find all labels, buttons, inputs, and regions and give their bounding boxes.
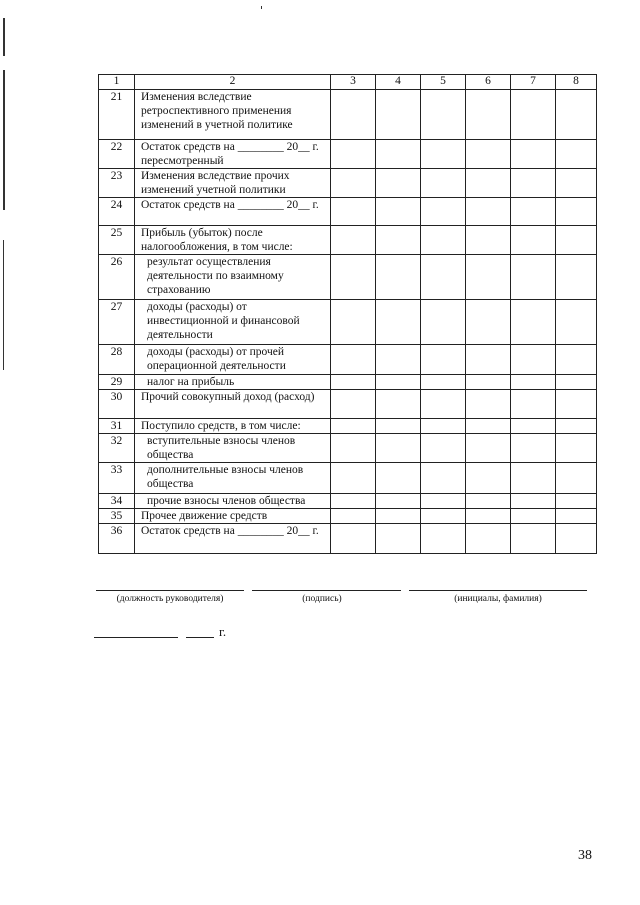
value-cell-col-3[interactable]	[331, 463, 376, 494]
table-row	[99, 90, 597, 140]
table-row	[99, 198, 597, 226]
value-cell-col-4[interactable]	[376, 494, 421, 509]
position-caption: (должность руководителя)	[116, 594, 224, 604]
value-cell-col-6[interactable]	[466, 140, 511, 169]
value-cell-col-3[interactable]	[331, 390, 376, 419]
value-cell-col-8[interactable]	[556, 140, 597, 169]
date-suffix: г.	[219, 624, 227, 639]
value-cell-col-5[interactable]	[421, 509, 466, 524]
row-number: 21	[99, 90, 135, 140]
value-cell-col-4[interactable]	[376, 255, 421, 300]
column-header: 5	[421, 75, 466, 90]
scan-mark-lower	[3, 240, 4, 370]
row-label: Остаток средств на ________ 20__ г. пересмотренный	[135, 140, 331, 169]
value-cell-col-6[interactable]	[466, 169, 511, 198]
value-cell-col-4[interactable]	[376, 198, 421, 226]
value-cell-col-6[interactable]	[466, 419, 511, 434]
value-cell-col-7[interactable]	[511, 226, 556, 255]
signature-line[interactable]	[252, 590, 401, 591]
value-cell-col-3[interactable]	[331, 524, 376, 554]
value-cell-col-3[interactable]	[331, 198, 376, 226]
value-cell-col-6[interactable]	[466, 494, 511, 509]
table-row	[99, 524, 597, 554]
value-cell-col-6[interactable]	[466, 198, 511, 226]
value-cell-col-7[interactable]	[511, 434, 556, 463]
column-header: 2	[135, 75, 331, 90]
value-cell-col-7[interactable]	[511, 375, 556, 390]
row-label: прочие взносы членов общества	[135, 494, 331, 509]
date-day-month-line[interactable]	[94, 637, 178, 638]
table-row	[99, 494, 597, 509]
table-row	[99, 140, 597, 169]
row-label: Прочее движение средств	[135, 509, 331, 524]
column-header: 6	[466, 75, 511, 90]
table-row	[99, 509, 597, 524]
value-cell-col-7[interactable]	[511, 169, 556, 198]
value-cell-col-5[interactable]	[421, 140, 466, 169]
value-cell-col-8[interactable]	[556, 255, 597, 300]
column-header: 1	[99, 75, 135, 90]
table-row	[99, 255, 597, 300]
value-cell-col-8[interactable]	[556, 509, 597, 524]
signature-caption: (подпись)	[302, 594, 342, 604]
value-cell-col-6[interactable]	[466, 509, 511, 524]
table-row	[99, 390, 597, 419]
table-row	[99, 300, 597, 345]
value-cell-col-3[interactable]	[331, 345, 376, 375]
value-cell-col-7[interactable]	[511, 509, 556, 524]
row-label: вступительные взносы членов общества	[135, 434, 331, 463]
value-cell-col-3[interactable]	[331, 434, 376, 463]
row-number: 29	[99, 375, 135, 390]
value-cell-col-5[interactable]	[421, 524, 466, 554]
scan-dot	[261, 6, 262, 9]
value-cell-col-7[interactable]	[511, 300, 556, 345]
row-label: Прибыль (убыток) после налогообложения, в том числе:	[135, 226, 331, 255]
row-label: доходы (расходы) от инвестиционной и финансовой деятельности	[135, 300, 331, 345]
row-label: Остаток средств на ________ 20__ г.	[135, 198, 331, 226]
value-cell-col-5[interactable]	[421, 494, 466, 509]
value-cell-col-7[interactable]	[511, 494, 556, 509]
row-number: 34	[99, 494, 135, 509]
table-row	[99, 226, 597, 255]
value-cell-col-5[interactable]	[421, 169, 466, 198]
value-cell-col-4[interactable]	[376, 140, 421, 169]
value-cell-col-6[interactable]	[466, 524, 511, 554]
row-number: 33	[99, 463, 135, 494]
row-label: Изменения вследствие прочих изменений учетной политики	[135, 169, 331, 198]
row-label: Поступило средств, в том числе:	[135, 419, 331, 434]
page-number: 38	[578, 848, 592, 863]
value-cell-col-5[interactable]	[421, 463, 466, 494]
value-cell-col-5[interactable]	[421, 255, 466, 300]
value-cell-col-7[interactable]	[511, 463, 556, 494]
value-cell-col-4[interactable]	[376, 300, 421, 345]
value-cell-col-5[interactable]	[421, 300, 466, 345]
value-cell-col-8[interactable]	[556, 345, 597, 375]
report-table	[98, 74, 597, 554]
value-cell-col-3[interactable]	[331, 419, 376, 434]
table-row	[99, 419, 597, 434]
value-cell-col-3[interactable]	[331, 494, 376, 509]
value-cell-col-3[interactable]	[331, 255, 376, 300]
row-number: 30	[99, 390, 135, 419]
value-cell-col-6[interactable]	[466, 434, 511, 463]
row-number: 25	[99, 226, 135, 255]
scan-mark-middle	[3, 70, 5, 210]
table-body	[99, 90, 597, 554]
value-cell-col-8[interactable]	[556, 300, 597, 345]
value-cell-col-4[interactable]	[376, 524, 421, 554]
position-line[interactable]	[96, 590, 244, 591]
row-number: 28	[99, 345, 135, 375]
value-cell-col-3[interactable]	[331, 90, 376, 140]
row-label: налог на прибыль	[135, 375, 331, 390]
value-cell-col-4[interactable]	[376, 375, 421, 390]
table-row	[99, 169, 597, 198]
column-header: 3	[331, 75, 376, 90]
value-cell-col-8[interactable]	[556, 419, 597, 434]
table-row	[99, 375, 597, 390]
value-cell-col-7[interactable]	[511, 198, 556, 226]
column-header: 8	[556, 75, 597, 90]
value-cell-col-3[interactable]	[331, 509, 376, 524]
value-cell-col-8[interactable]	[556, 524, 597, 554]
value-cell-col-6[interactable]	[466, 345, 511, 375]
value-cell-col-6[interactable]	[466, 463, 511, 494]
scan-mark-top	[3, 18, 5, 56]
value-cell-col-5[interactable]	[421, 345, 466, 375]
date-year-line[interactable]	[186, 637, 214, 638]
value-cell-col-8[interactable]	[556, 434, 597, 463]
value-cell-col-8[interactable]	[556, 463, 597, 494]
value-cell-col-8[interactable]	[556, 90, 597, 140]
value-cell-col-8[interactable]	[556, 494, 597, 509]
row-label: Прочий совокупный доход (расход)	[135, 390, 331, 419]
value-cell-col-5[interactable]	[421, 375, 466, 390]
value-cell-col-5[interactable]	[421, 434, 466, 463]
value-cell-col-5[interactable]	[421, 390, 466, 419]
table-row	[99, 463, 597, 494]
value-cell-col-6[interactable]	[466, 90, 511, 140]
value-cell-col-3[interactable]	[331, 300, 376, 345]
row-label: результат осуществления деятельности по взаимному страхованию	[135, 255, 331, 300]
value-cell-col-7[interactable]	[511, 524, 556, 554]
value-cell-col-5[interactable]	[421, 419, 466, 434]
value-cell-col-4[interactable]	[376, 463, 421, 494]
value-cell-col-4[interactable]	[376, 345, 421, 375]
value-cell-col-6[interactable]	[466, 375, 511, 390]
value-cell-col-5[interactable]	[421, 198, 466, 226]
value-cell-col-4[interactable]	[376, 169, 421, 198]
value-cell-col-5[interactable]	[421, 90, 466, 140]
value-cell-col-7[interactable]	[511, 419, 556, 434]
row-number: 23	[99, 169, 135, 198]
value-cell-col-3[interactable]	[331, 226, 376, 255]
row-number: 35	[99, 509, 135, 524]
value-cell-col-3[interactable]	[331, 140, 376, 169]
row-number: 24	[99, 198, 135, 226]
table-row	[99, 345, 597, 375]
row-number: 22	[99, 140, 135, 169]
value-cell-col-7[interactable]	[511, 390, 556, 419]
value-cell-col-4[interactable]	[376, 419, 421, 434]
value-cell-col-4[interactable]	[376, 434, 421, 463]
value-cell-col-6[interactable]	[466, 300, 511, 345]
value-cell-col-7[interactable]	[511, 90, 556, 140]
row-label: Изменения вследствие ретроспективного применения изменений в учетной политике	[135, 90, 331, 140]
value-cell-col-4[interactable]	[376, 226, 421, 255]
value-cell-col-6[interactable]	[466, 390, 511, 419]
table-header-row	[99, 75, 597, 90]
column-header: 7	[511, 75, 556, 90]
table-row	[99, 434, 597, 463]
value-cell-col-6[interactable]	[466, 255, 511, 300]
value-cell-col-3[interactable]	[331, 375, 376, 390]
row-number: 36	[99, 524, 135, 554]
value-cell-col-6[interactable]	[466, 226, 511, 255]
value-cell-col-7[interactable]	[511, 255, 556, 300]
value-cell-col-4[interactable]	[376, 390, 421, 419]
value-cell-col-8[interactable]	[556, 198, 597, 226]
row-number: 32	[99, 434, 135, 463]
row-label: дополнительные взносы членов общества	[135, 463, 331, 494]
name-caption: (инициалы, фамилия)	[454, 594, 542, 604]
column-header: 4	[376, 75, 421, 90]
value-cell-col-8[interactable]	[556, 226, 597, 255]
value-cell-col-4[interactable]	[376, 90, 421, 140]
value-cell-col-8[interactable]	[556, 375, 597, 390]
row-number: 26	[99, 255, 135, 300]
row-number: 27	[99, 300, 135, 345]
row-label: Остаток средств на ________ 20__ г.	[135, 524, 331, 554]
value-cell-col-3[interactable]	[331, 169, 376, 198]
row-number: 31	[99, 419, 135, 434]
value-cell-col-8[interactable]	[556, 390, 597, 419]
row-label: доходы (расходы) от прочей операционной деятельности	[135, 345, 331, 375]
value-cell-col-5[interactable]	[421, 226, 466, 255]
value-cell-col-4[interactable]	[376, 509, 421, 524]
value-cell-col-7[interactable]	[511, 345, 556, 375]
name-line[interactable]	[409, 590, 587, 591]
value-cell-col-7[interactable]	[511, 140, 556, 169]
value-cell-col-8[interactable]	[556, 169, 597, 198]
